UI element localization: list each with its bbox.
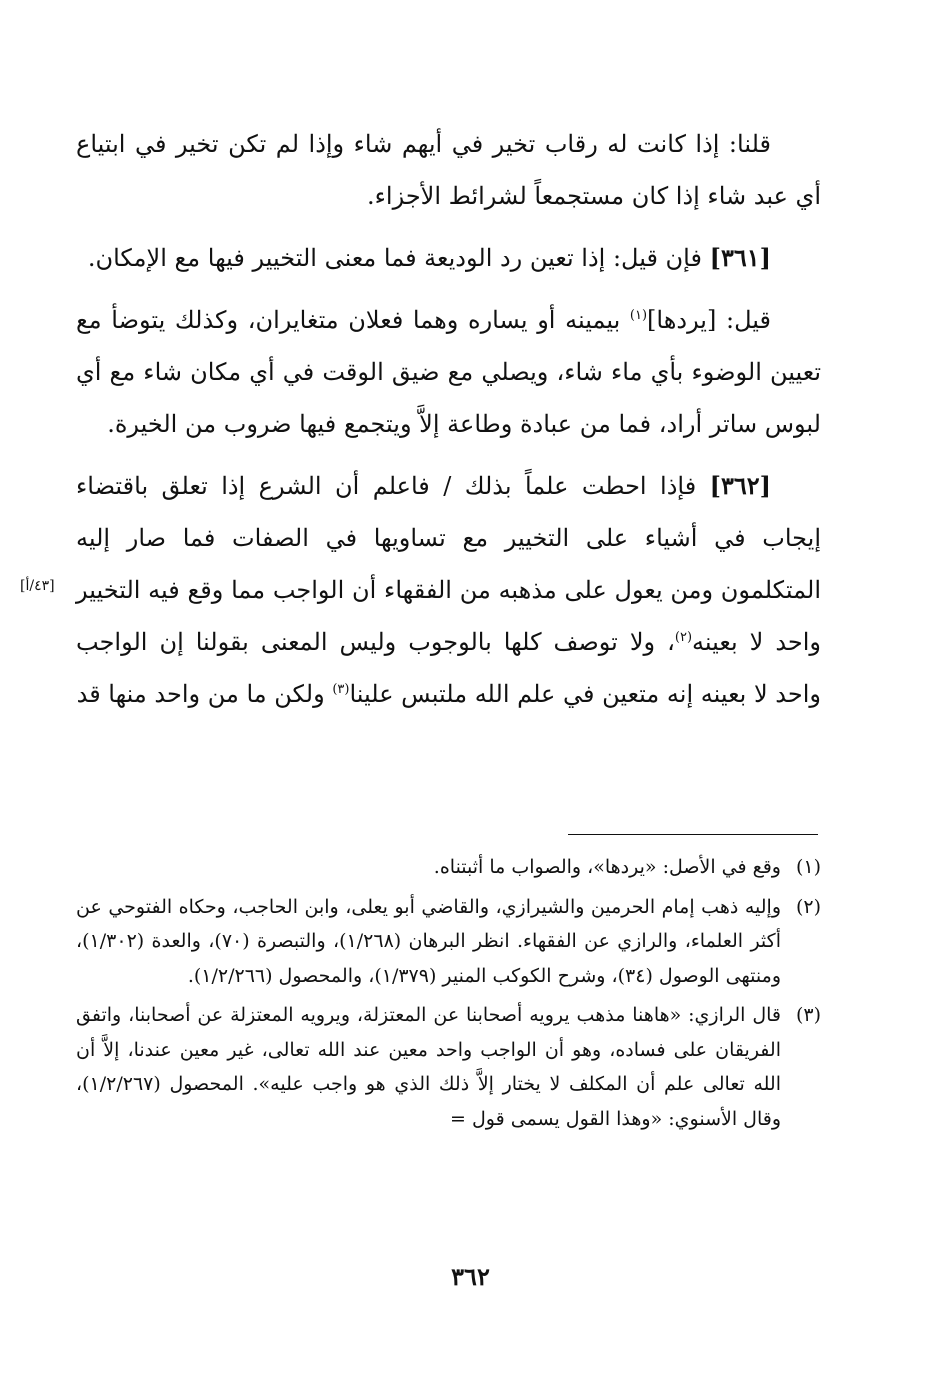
footnote-text: قال الرازي: «هاهنا مذهب يرويه أصحابنا عن المعتزلة، ويرويه المعتزلة عن أصحابنا، واتفق الفريقان على فساده، وهو أن الواجب واحد معين عند الله تعالى، غير معين عندنا، إلاَّ أن الله تعالى علم أن المكلف لا يختار إلاَّ ذلك الذي هو واجب عليه». المحصول (١/٢/٢٦٧)، وقال الأسنوي: «وهذا القول يسمى قول = — [76, 1004, 781, 1130]
paragraph-362-text-c: ولكن ما من واحد منها قد — [76, 680, 325, 708]
footnote-text: وإليه ذهب إمام الحرمين والشيرازي، والقاضي أبو يعلى، وابن الحاجب، وحكاه الفتوحي عن أكثر العلماء، والرازي عن الفقهاء. انظر البرهان (١/٢٦٨)، والتبصرة (٧٠)، والعدة (١/٣٠٢)، ومنتهى الوصول (٣٤)، وشرح الكوكب المنير (١/٣٧٩)، والمحصول (١/٢/٢٦٦). — [76, 895, 781, 987]
footnote-ref-2: (٢) — [674, 630, 693, 645]
paragraph-362 — [76, 460, 821, 720]
paragraph-3 — [76, 294, 821, 450]
paragraph-1 — [76, 118, 821, 222]
footnote-2 — [76, 890, 821, 994]
paragraph-3-text-b: بيمينه أو يساره وهما فعلان متغايران، وكذلك يتوضأ مع تعيين الوضوء بأي ماء شاء، ويصلي مع ضيق الوقت في أي مكان شاء مع أي لبوس ساتر أراد، فما من عبادة وطاعة إلاَّ ويتجمع فيها ضروب من الخيرة. — [76, 306, 821, 438]
footnotes — [76, 850, 821, 1141]
footnote-ref-1: (١) — [629, 308, 648, 323]
paragraph-1-text: قلنا: إذا كانت له رقاب تخير في أيهم شاء وإذا لم تكن تخير في ابتياع أي عبد شاء إذا كان مستجمعاً لشرائط الأجزاء. — [76, 130, 821, 210]
footnote-1 — [76, 850, 821, 885]
footnote-text: وقع في الأصل: «يردها»، والصواب ما أثبتناه. — [433, 856, 781, 878]
paragraph-number-362: [٣٦٢] — [709, 471, 771, 500]
footnote-number: (٣) — [795, 1004, 821, 1026]
manuscript-folio-ref: [٤٣/أ] — [20, 578, 55, 594]
paragraph-362-text-b: ، ولا توصف كلها بالوجوب وليس المعنى بقولنا إن الواجب واحد لا بعينه إنه متعين في علم الله ملتبس علينا — [76, 628, 821, 708]
paragraph-362-text-a: فإذا احطت علماً بذلك / فاعلم أن الشرع إذا تعلق باقتضاء إيجاب في أشياء على التخيير مع تساويها في الصفات فما صار إليه المتكلمون ومن يعول على مذهبه من الفقهاء أن الواجب مما وقع فيه التخيير واحد لا بعينه — [76, 472, 822, 656]
footnote-separator — [568, 834, 818, 835]
footnote-number: (٢) — [795, 895, 821, 918]
paragraph-361-text: فإن قيل: إذا تعين رد الوديعة فما معنى التخيير فيها مع الإمكان. — [87, 244, 702, 272]
paragraph-361 — [76, 232, 821, 284]
main-text — [76, 118, 821, 730]
footnote-3 — [76, 998, 821, 1136]
page-number: ٣٦٢ — [451, 1262, 490, 1291]
paragraph-3-text-a: قيل: [يردها] — [647, 306, 771, 334]
footnote-number: (١) — [795, 856, 821, 878]
paragraph-number-361: [٣٦١] — [709, 243, 771, 272]
footnote-ref-3: (٣) — [332, 682, 350, 697]
